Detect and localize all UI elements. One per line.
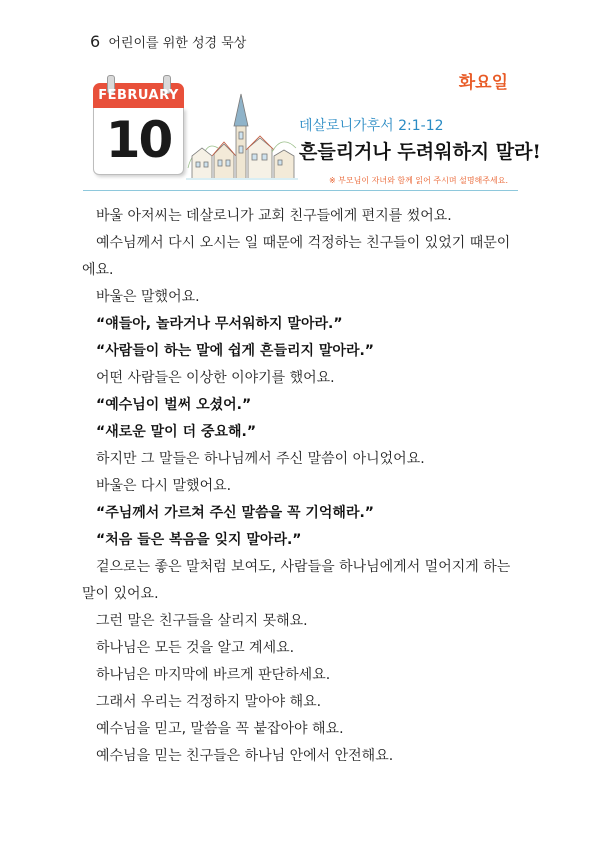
paragraph: “얘들아, 놀라거나 무서워하지 말아라.” <box>96 316 343 332</box>
paragraph: “예수님이 벌써 오셨어.” <box>96 397 252 413</box>
book-title: 어린이를 위한 성경 묵상 <box>108 36 247 51</box>
scripture-reference: 데살로니가후서 2:1-12 <box>299 118 444 134</box>
paragraph: 겉으로는 좋은 말처럼 보여도, 사람들을 하나님에게서 멀어지게 하는 말이 있어요. <box>82 559 511 602</box>
town-illustration <box>186 90 298 182</box>
paragraph: 예수님을 믿고, 말씀을 꼭 붙잡아야 해요. <box>96 721 344 737</box>
paragraph: 그런 말은 친구들을 살리지 못해요. <box>96 613 308 629</box>
paragraph: 어떤 사람들은 이상한 이야기를 했어요. <box>96 370 335 386</box>
page-number: 6 <box>90 32 101 51</box>
story-body <box>82 203 518 770</box>
paragraph: 하나님은 마지막에 바르게 판단하세요. <box>96 667 331 683</box>
paragraph: “사람들이 하는 말에 쉽게 흔들리지 말아라.” <box>96 343 374 359</box>
page-header <box>90 32 246 51</box>
calendar-icon <box>93 80 184 177</box>
paragraph: “주님께서 가르쳐 주신 말씀을 꼭 기억해라.” <box>96 505 374 521</box>
paragraph: 바울 아저씨는 데살로니가 교회 친구들에게 편지를 썼어요. <box>96 208 452 224</box>
paragraph: 예수님을 믿는 친구들은 하나님 안에서 안전해요. <box>96 748 394 764</box>
divider <box>83 190 518 191</box>
paragraph: 하지만 그 말들은 하나님께서 주신 말씀이 아니었어요. <box>96 451 425 467</box>
page-title: 흔들리거나 두려워하지 말라! <box>299 141 541 163</box>
parent-note: ※ 부모님이 자녀와 함께 읽어 주시며 설명해주세요. <box>328 176 508 185</box>
paragraph: 바울은 말했어요. <box>96 289 200 305</box>
calendar-date: 10 <box>105 111 172 169</box>
paragraph: 예수님께서 다시 오시는 일 때문에 걱정하는 친구들이 있었기 때문이에요. <box>82 235 511 278</box>
day-label: 화요일 <box>458 73 508 93</box>
paragraph: 그래서 우리는 걱정하지 말아야 해요. <box>96 694 322 710</box>
calendar-month: FEBRUARY <box>98 88 179 103</box>
paragraph: “처음 들은 복음을 잊지 말아라.” <box>96 532 302 548</box>
paragraph: “새로운 말이 더 중요해.” <box>96 424 257 440</box>
paragraph: 하나님은 모든 것을 알고 계세요. <box>96 640 295 656</box>
paragraph: 바울은 다시 말했어요. <box>96 478 232 494</box>
